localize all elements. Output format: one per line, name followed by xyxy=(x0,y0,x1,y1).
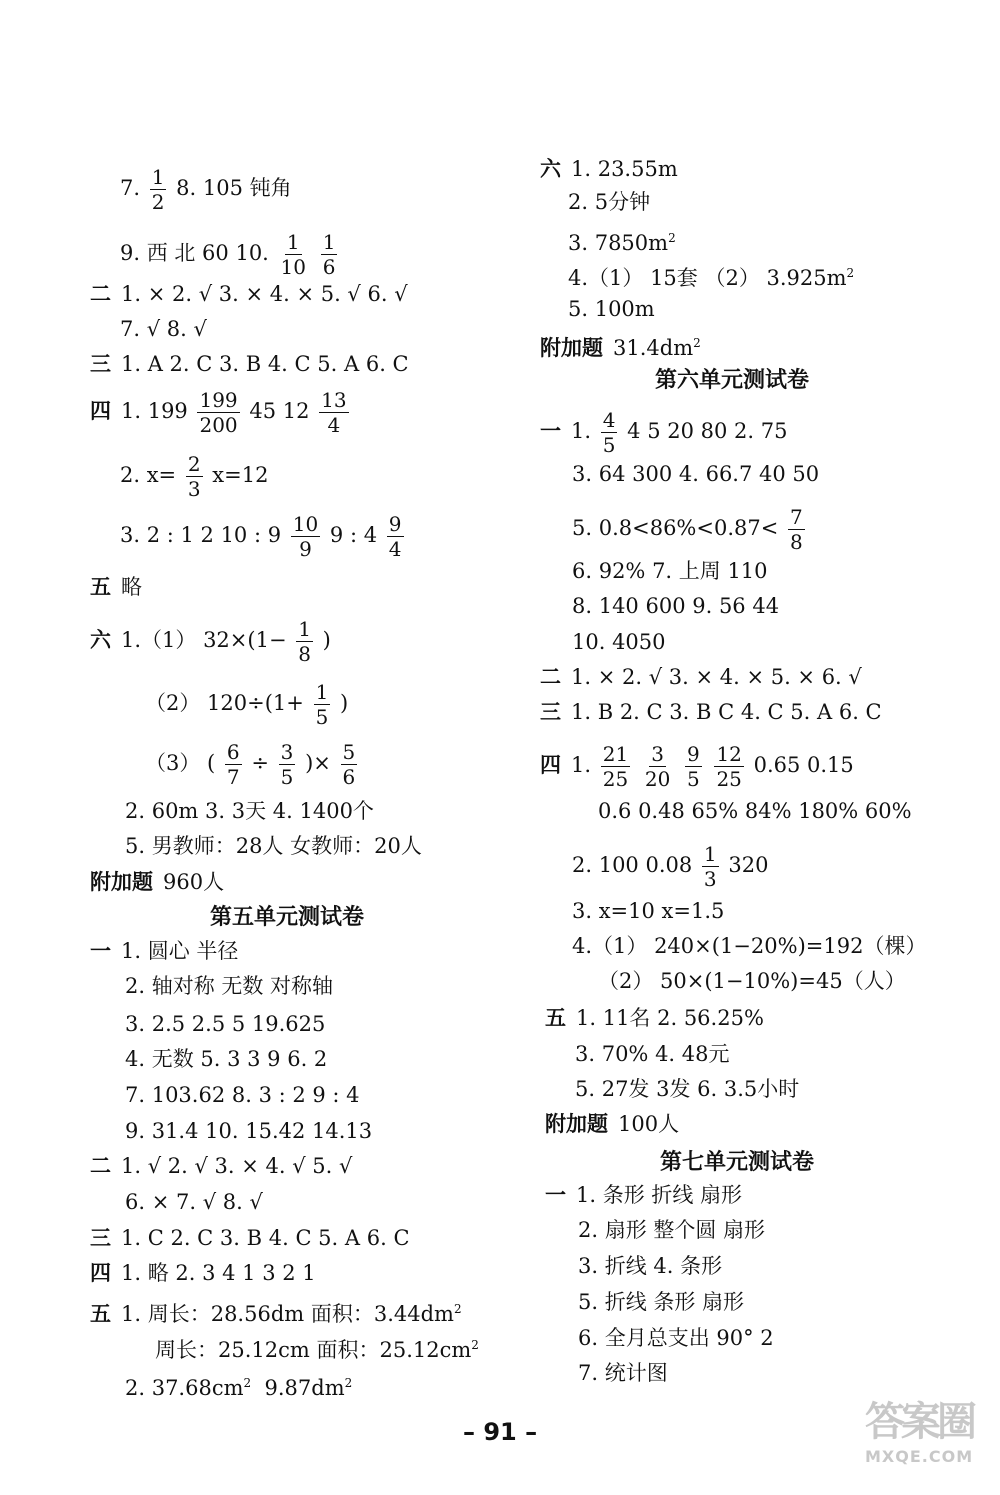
u5-s5-line3: 2. $37.68cm^2$ $9.87dm^2$ xyxy=(125,1376,353,1400)
u7-s1-line5: 6. 全月总支出 90° 2 xyxy=(578,1326,774,1350)
left-s4-line2: 2. x= $\frac{2}{3}$ x=12 xyxy=(120,452,269,501)
u5-s3: 三 1. C 2. C 3. B 4. C 5. A 6. C xyxy=(90,1226,410,1250)
u5-s1-line2: 2. 轴对称 无数 对称轴 xyxy=(125,974,334,998)
fraction: $\frac{3}{5}$ xyxy=(280,740,294,789)
fraction: $\frac{1}{2}$ xyxy=(151,165,165,214)
left-s4-line1: 四 1. 199 $\frac{199}{200}$ 45 12 $\frac{13}{4}$ xyxy=(90,388,347,437)
fraction: $\frac{12}{25}$ xyxy=(716,742,742,791)
left-s3-line1: 三 1. A 2. C 3. B 4. C 5. A 6. C xyxy=(90,352,409,376)
left-s6-line2: （2） 120÷(1+ $\frac{1}{5}$ ) xyxy=(145,680,349,729)
u5-s1-line5: 7. 103.62 8. 3 : 2 9 : 4 xyxy=(125,1083,360,1107)
fraction: $\frac{13}{4}$ xyxy=(321,388,347,437)
fraction: $\frac{1}{8}$ xyxy=(298,617,311,666)
fraction: $\frac{1}{6}$ xyxy=(322,230,336,279)
right-s6-line5: 5. 100m xyxy=(568,297,655,321)
u7-s1-line3: 3. 折线 4. 条形 xyxy=(578,1254,723,1278)
left-q7: 7. $\frac{1}{2}$ 8. 105 钝角 xyxy=(120,165,292,214)
fraction: $\frac{7}{8}$ xyxy=(790,505,803,554)
left-s6-line3: （3） ( $\frac{6}{7}$ ÷ $\frac{3}{5}$ )× $\frac{5}{6}$ xyxy=(145,740,356,789)
u6-s4-line3: 2. 100 0.08 $\frac{1}{3}$ 320 xyxy=(572,842,769,891)
fraction: $\frac{9}{5}$ xyxy=(687,742,700,791)
fraction: $\frac{1}{5}$ xyxy=(315,680,329,729)
left-q9: 9. 西 北 60 10. $\frac{1}{10}$ $\frac{1}{6}$ xyxy=(120,230,336,279)
left-s5: 五 略 xyxy=(90,575,142,599)
u6-s4-line4: 3. x=10 x=1.5 xyxy=(572,899,725,923)
u5-s1-line1: 一 1. 圆心 半径 xyxy=(90,939,239,963)
u6-s4-line5: 4.（1） 240×(1−20%)=192（棵） xyxy=(572,934,927,958)
fraction: $\frac{10}{9}$ xyxy=(292,512,319,561)
u7-s1-line4: 5. 折线 条形 扇形 xyxy=(578,1290,745,1314)
fraction: $\frac{4}{5}$ xyxy=(602,408,616,457)
fraction: $\frac{1}{3}$ xyxy=(703,842,717,891)
right-extra2: 附加题 100人 xyxy=(545,1112,680,1136)
u7-s1-line2: 2. 扇形 整个圆 扇形 xyxy=(578,1218,766,1242)
left-s2-line2: 7. √ 8. √ xyxy=(120,317,207,341)
u6-s5-line3: 5. 27发 3发 6. 3.5小时 xyxy=(575,1077,800,1101)
unit6-title: 第六单元测试卷 xyxy=(655,368,810,393)
u7-s1-line1: 一 1. 条形 折线 扇形 xyxy=(545,1183,743,1207)
watermark-logo xyxy=(865,1390,980,1485)
watermark-text: 答案圈 xyxy=(865,1399,973,1445)
u6-s2: 二 1. × 2. √ 3. × 4. × 5. × 6. √ xyxy=(540,665,862,689)
unit5-title: 第五单元测试卷 xyxy=(210,905,365,930)
u6-s1-line4: 6. 92% 7. 上周 110 xyxy=(572,559,768,583)
u5-s2-line1: 二 1. √ 2. √ 3. × 4. √ 5. √ xyxy=(90,1154,353,1178)
u5-s4: 四 1. 略 2. 3 4 1 3 2 1 xyxy=(90,1261,316,1285)
u5-s1-line6: 9. 31.4 10. 15.42 14.13 xyxy=(125,1119,373,1143)
u5-s5-line1: 五 1. 周长：28.56dm 面积：$3.44dm^2$ xyxy=(90,1302,462,1326)
u6-s4-line2: 0.6 0.48 65% 84% 180% 60% xyxy=(598,799,912,823)
u6-s1-line1: 一 1. $\frac{4}{5}$ 4 5 20 80 2. 75 xyxy=(540,408,788,457)
left-s4-line3: 3. 2 : 1 2 10 : 9 $\frac{10}{9}$ 9 : 4 $\frac{9}{4}$ xyxy=(120,512,402,561)
u6-s1-line6: 10. 4050 xyxy=(572,630,666,654)
fraction: $\frac{9}{4}$ xyxy=(388,512,402,561)
u5-s1-line4: 4. 无数 5. 3 3 9 6. 2 xyxy=(125,1047,328,1071)
fraction: $\frac{1}{10}$ xyxy=(280,230,306,279)
left-s2-line1: 二 1. × 2. √ 3. × 4. × 5. √ 6. √ xyxy=(90,282,408,306)
u5-s5-line2: 周长：25.12cm 面积：$25.12cm^2$ xyxy=(155,1338,479,1362)
fraction: $\frac{5}{6}$ xyxy=(342,740,356,789)
watermark-url: MXQE.COM xyxy=(865,1447,974,1466)
left-s6-line4: 2. 60m 3. 3天 4. 1400个 xyxy=(125,799,374,823)
u5-s1-line3: 3. 2.5 2.5 5 19.625 xyxy=(125,1012,326,1036)
fraction: $\frac{2}{3}$ xyxy=(187,452,201,501)
left-s6-line5: 5. 男教师：28人 女教师：20人 xyxy=(125,834,422,858)
u6-s1-line5: 8. 140 600 9. 56 44 xyxy=(572,594,780,618)
u6-s4-line6: （2） 50×(1−10%)=45（人） xyxy=(598,969,906,993)
u5-s2-line2: 6. × 7. √ 8. √ xyxy=(125,1190,263,1214)
right-s6-line3: 3. $7850m^2$ xyxy=(568,231,676,255)
fraction: $\frac{199}{200}$ xyxy=(199,388,238,437)
u7-s1-line6: 7. 统计图 xyxy=(578,1361,668,1385)
left-s6-line1: 六 1.（1） 32×(1− $\frac{1}{8}$ ) xyxy=(90,617,331,666)
fraction: $\frac{3}{20}$ xyxy=(644,742,671,791)
u6-s1-line2: 3. 64 300 4. 66.7 40 50 xyxy=(572,462,820,486)
u6-s1-line3: 5. 0.8<86%<0.87< $\frac{7}{8}$ xyxy=(572,505,803,554)
u6-s3: 三 1. B 2. C 3. B C 4. C 5. A 6. C xyxy=(540,700,882,724)
left-extra: 附加题 960人 xyxy=(90,870,225,894)
page-number: – 91 – xyxy=(463,1418,538,1446)
u6-s4-line1: 四 1. $\frac{21}{25}$ $\frac{3}{20}$ $\frac{9}{5}$ $\frac{12}{25}$ 0.65 0.15 xyxy=(540,742,854,791)
fraction: $\frac{6}{7}$ xyxy=(226,740,240,789)
fraction: $\frac{21}{25}$ xyxy=(602,742,629,791)
right-s6-line2: 2. 5分钟 xyxy=(568,190,651,214)
u6-s5-line2: 3. 70% 4. 48元 xyxy=(575,1042,730,1066)
right-s6-line4: 4.（1） 15套 （2） $3.925m^2$ xyxy=(568,266,855,290)
right-s6-line1: 六 1. 23.55m xyxy=(540,157,678,181)
unit7-title: 第七单元测试卷 xyxy=(660,1150,815,1175)
u6-s5-line1: 五 1. 11名 2. 56.25% xyxy=(545,1006,764,1030)
right-extra: 附加题 $31.4dm^2$ xyxy=(540,336,701,360)
